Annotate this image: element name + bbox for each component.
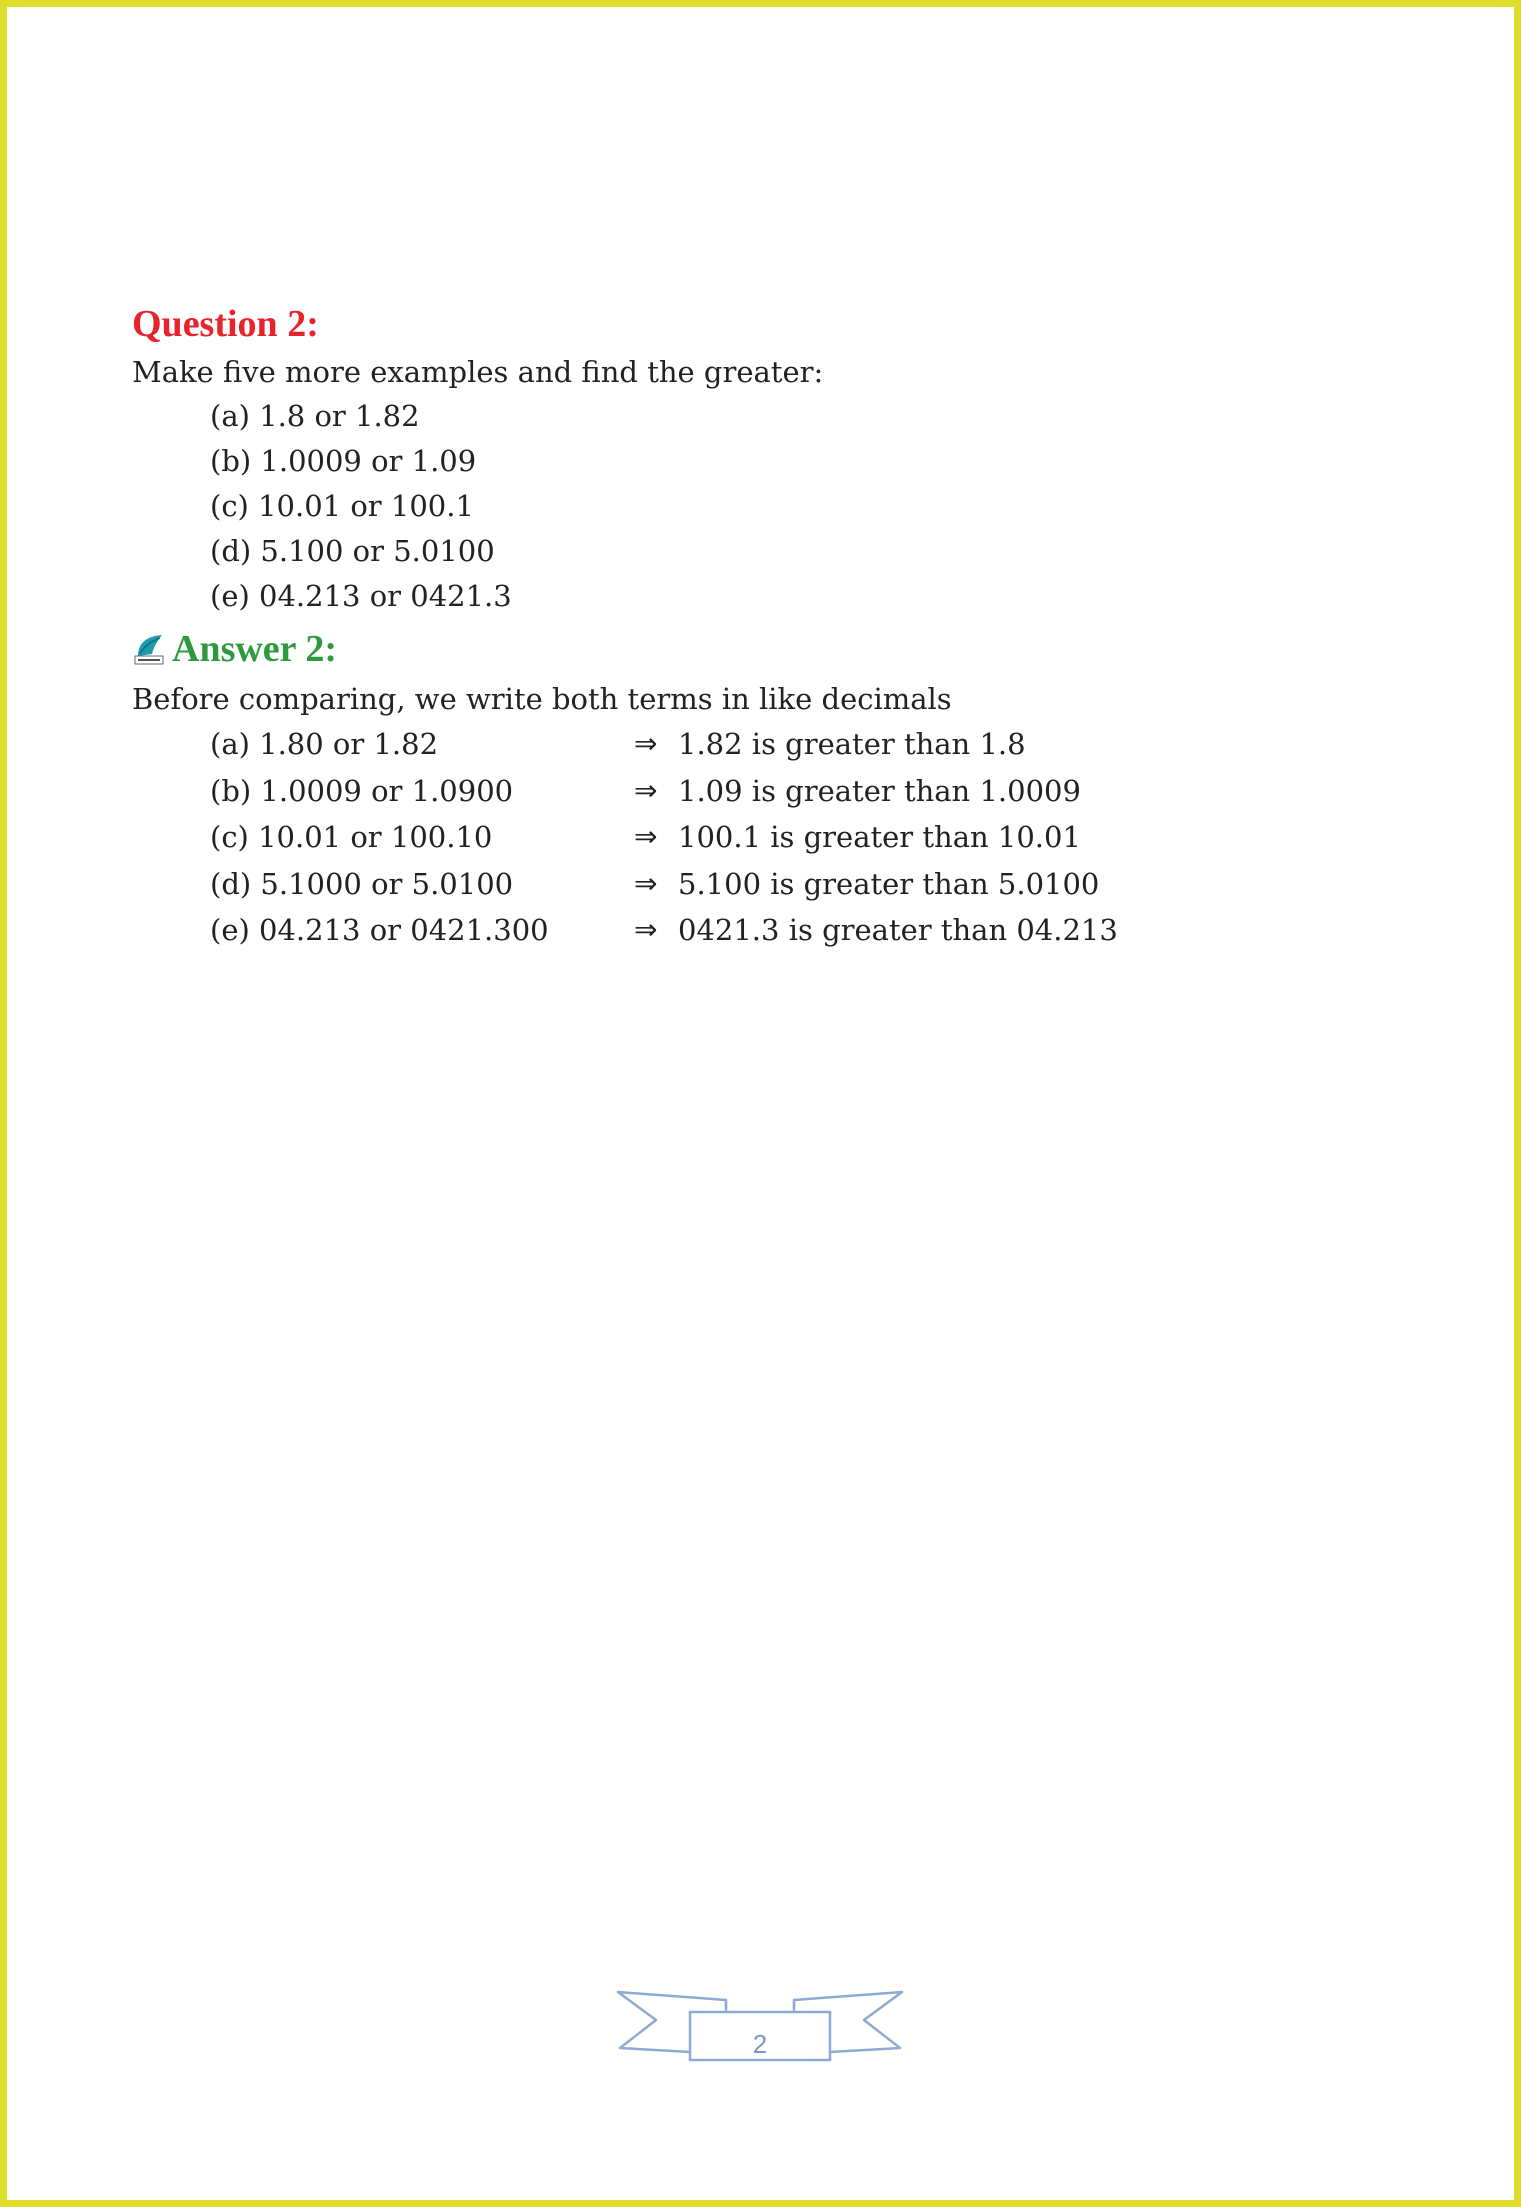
answer-row	[132, 907, 1382, 954]
answer-heading: Answer 2:	[172, 628, 338, 670]
answer-pair: (e) 04.213 or 0421.300	[210, 913, 549, 947]
answer-result: 1.09 is greater than 1.0009	[678, 773, 1081, 808]
question-item: (a) 1.8 or 1.82	[210, 399, 420, 433]
implies-arrow: ⇒	[634, 913, 658, 946]
question-heading: Question 2:	[132, 303, 319, 345]
answer-row	[132, 861, 1382, 908]
question-list	[132, 394, 1382, 619]
implies-arrow: ⇒	[634, 727, 658, 760]
answer-row	[132, 768, 1382, 815]
answer-pair: (c) 10.01 or 100.10	[210, 820, 493, 854]
implies-arrow: ⇒	[634, 866, 658, 900]
page-number: 2	[752, 2029, 768, 2059]
answer-result: 1.82 is greater than 1.8	[678, 727, 1026, 761]
answer-pair: (d) 5.1000 or 5.0100	[210, 866, 514, 901]
page-content	[132, 298, 1382, 954]
answer-result: 5.100 is greater than 5.0100	[678, 866, 1100, 901]
answer-result: 100.1 is greater than 10.01	[678, 820, 1081, 854]
answer-heading-row	[132, 621, 1382, 677]
answer-row	[132, 721, 1382, 768]
implies-arrow: ⇒	[634, 773, 658, 807]
question-item: (c) 10.01 or 100.1	[210, 489, 474, 523]
answer-intro: Before comparing, we write both terms in like decimals	[132, 682, 952, 716]
question-prompt: Make five more examples and find the greater:	[132, 355, 824, 389]
answer-pair: (a) 1.80 or 1.82	[210, 727, 439, 761]
question-item: (b) 1.0009 or 1.09	[210, 444, 477, 478]
answer-pair: (b) 1.0009 or 1.0900	[210, 773, 514, 808]
answer-result: 0421.3 is greater than 04.213	[678, 913, 1118, 947]
answer-row	[132, 814, 1382, 861]
question-item: (d) 5.100 or 5.0100	[210, 534, 495, 568]
edu-logo-icon	[132, 632, 166, 666]
question-item: (e) 04.213 or 0421.3	[210, 579, 512, 613]
implies-arrow: ⇒	[634, 820, 658, 853]
